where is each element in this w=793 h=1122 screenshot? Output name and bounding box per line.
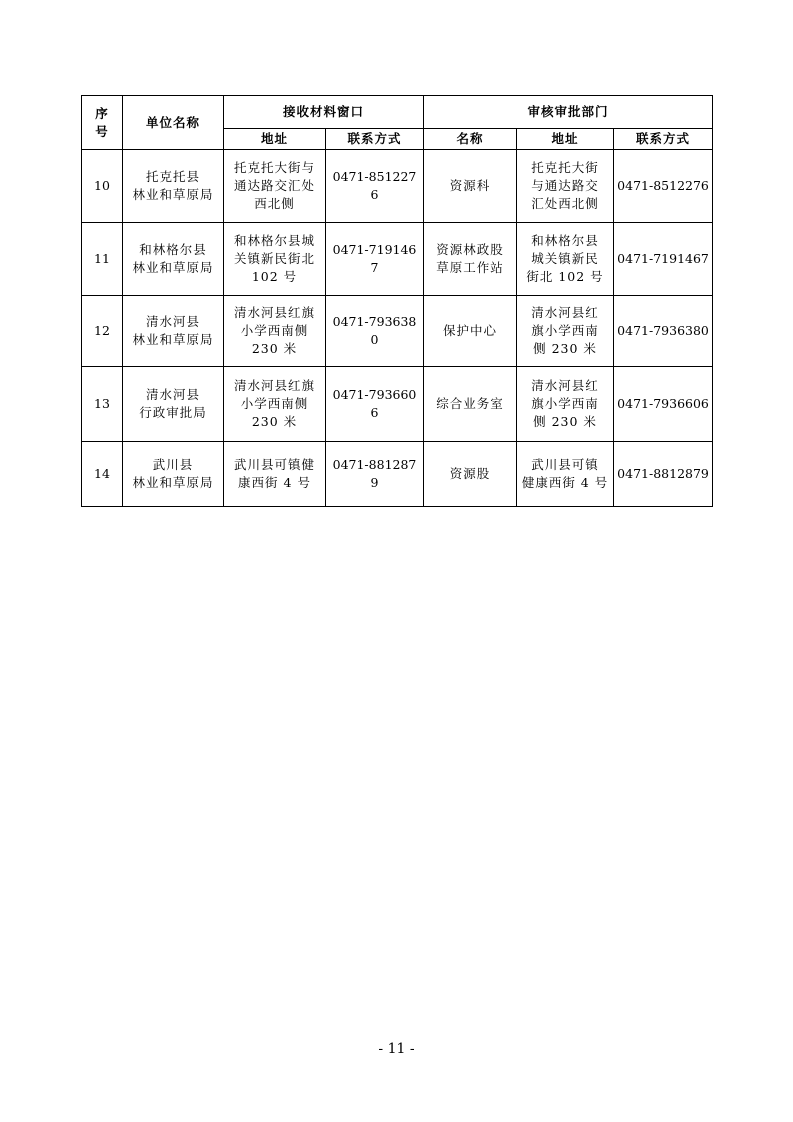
row-rev-phone: 0471-7936380 [614, 296, 713, 367]
row-recv-address: 和林格尔县城 关镇新民街北 102 号 [224, 223, 326, 296]
row-rev-name: 资源科 [424, 150, 517, 223]
row-unit: 清水河县 行政审批局 [123, 367, 224, 442]
header-recv-address: 地址 [224, 129, 326, 150]
row-rev-address: 武川县可镇 健康西街 4 号 [517, 442, 614, 507]
row-recv-phone: 0471-7936380 [326, 296, 424, 367]
row-rev-phone: 0471-8812879 [614, 442, 713, 507]
row-rev-phone: 0471-7191467 [614, 223, 713, 296]
header-rev-contact: 联系方式 [614, 129, 713, 150]
row-rev-address: 清水河县红 旗小学西南 侧 230 米 [517, 367, 614, 442]
row-unit: 武川县 林业和草原局 [123, 442, 224, 507]
row-recv-address: 清水河县红旗 小学西南侧 230 米 [224, 296, 326, 367]
row-seq: 14 [82, 442, 123, 507]
row-seq: 12 [82, 296, 123, 367]
header-recv-contact: 联系方式 [326, 129, 424, 150]
table-row [82, 367, 713, 442]
row-unit: 托克托县 林业和草原局 [123, 150, 224, 223]
header-rev-name: 名称 [424, 129, 517, 150]
row-rev-address: 托克托大街 与通达路交 汇处西北侧 [517, 150, 614, 223]
header-unit: 单位名称 [123, 96, 224, 150]
page-number: - 11 - [378, 1041, 415, 1057]
contact-table [81, 95, 713, 507]
table-row [82, 296, 713, 367]
row-recv-phone: 0471-8812879 [326, 442, 424, 507]
row-rev-address: 和林格尔县 城关镇新民 街北 102 号 [517, 223, 614, 296]
row-rev-name: 资源林政股 草原工作站 [424, 223, 517, 296]
row-unit: 和林格尔县 林业和草原局 [123, 223, 224, 296]
row-recv-phone: 0471-8512276 [326, 150, 424, 223]
header-review-department: 审核审批部门 [424, 96, 713, 129]
row-recv-phone: 0471-7191467 [326, 223, 424, 296]
header-seq: 序 号 [82, 96, 123, 150]
table-row [82, 150, 713, 223]
table-row [82, 223, 713, 296]
row-rev-phone: 0471-8512276 [614, 150, 713, 223]
row-seq: 11 [82, 223, 123, 296]
row-seq: 10 [82, 150, 123, 223]
header-row-1 [82, 96, 713, 129]
row-recv-phone: 0471-7936606 [326, 367, 424, 442]
row-rev-name: 保护中心 [424, 296, 517, 367]
header-receive-window: 接收材料窗口 [224, 96, 424, 129]
row-rev-address: 清水河县红 旗小学西南 侧 230 米 [517, 296, 614, 367]
table-row [82, 442, 713, 507]
row-rev-phone: 0471-7936606 [614, 367, 713, 442]
row-rev-name: 资源股 [424, 442, 517, 507]
row-recv-address: 清水河县红旗 小学西南侧 230 米 [224, 367, 326, 442]
header-rev-address: 地址 [517, 129, 614, 150]
row-rev-name: 综合业务室 [424, 367, 517, 442]
row-seq: 13 [82, 367, 123, 442]
row-recv-address: 托克托大街与 通达路交汇处 西北侧 [224, 150, 326, 223]
row-unit: 清水河县 林业和草原局 [123, 296, 224, 367]
row-recv-address: 武川县可镇健 康西街 4 号 [224, 442, 326, 507]
